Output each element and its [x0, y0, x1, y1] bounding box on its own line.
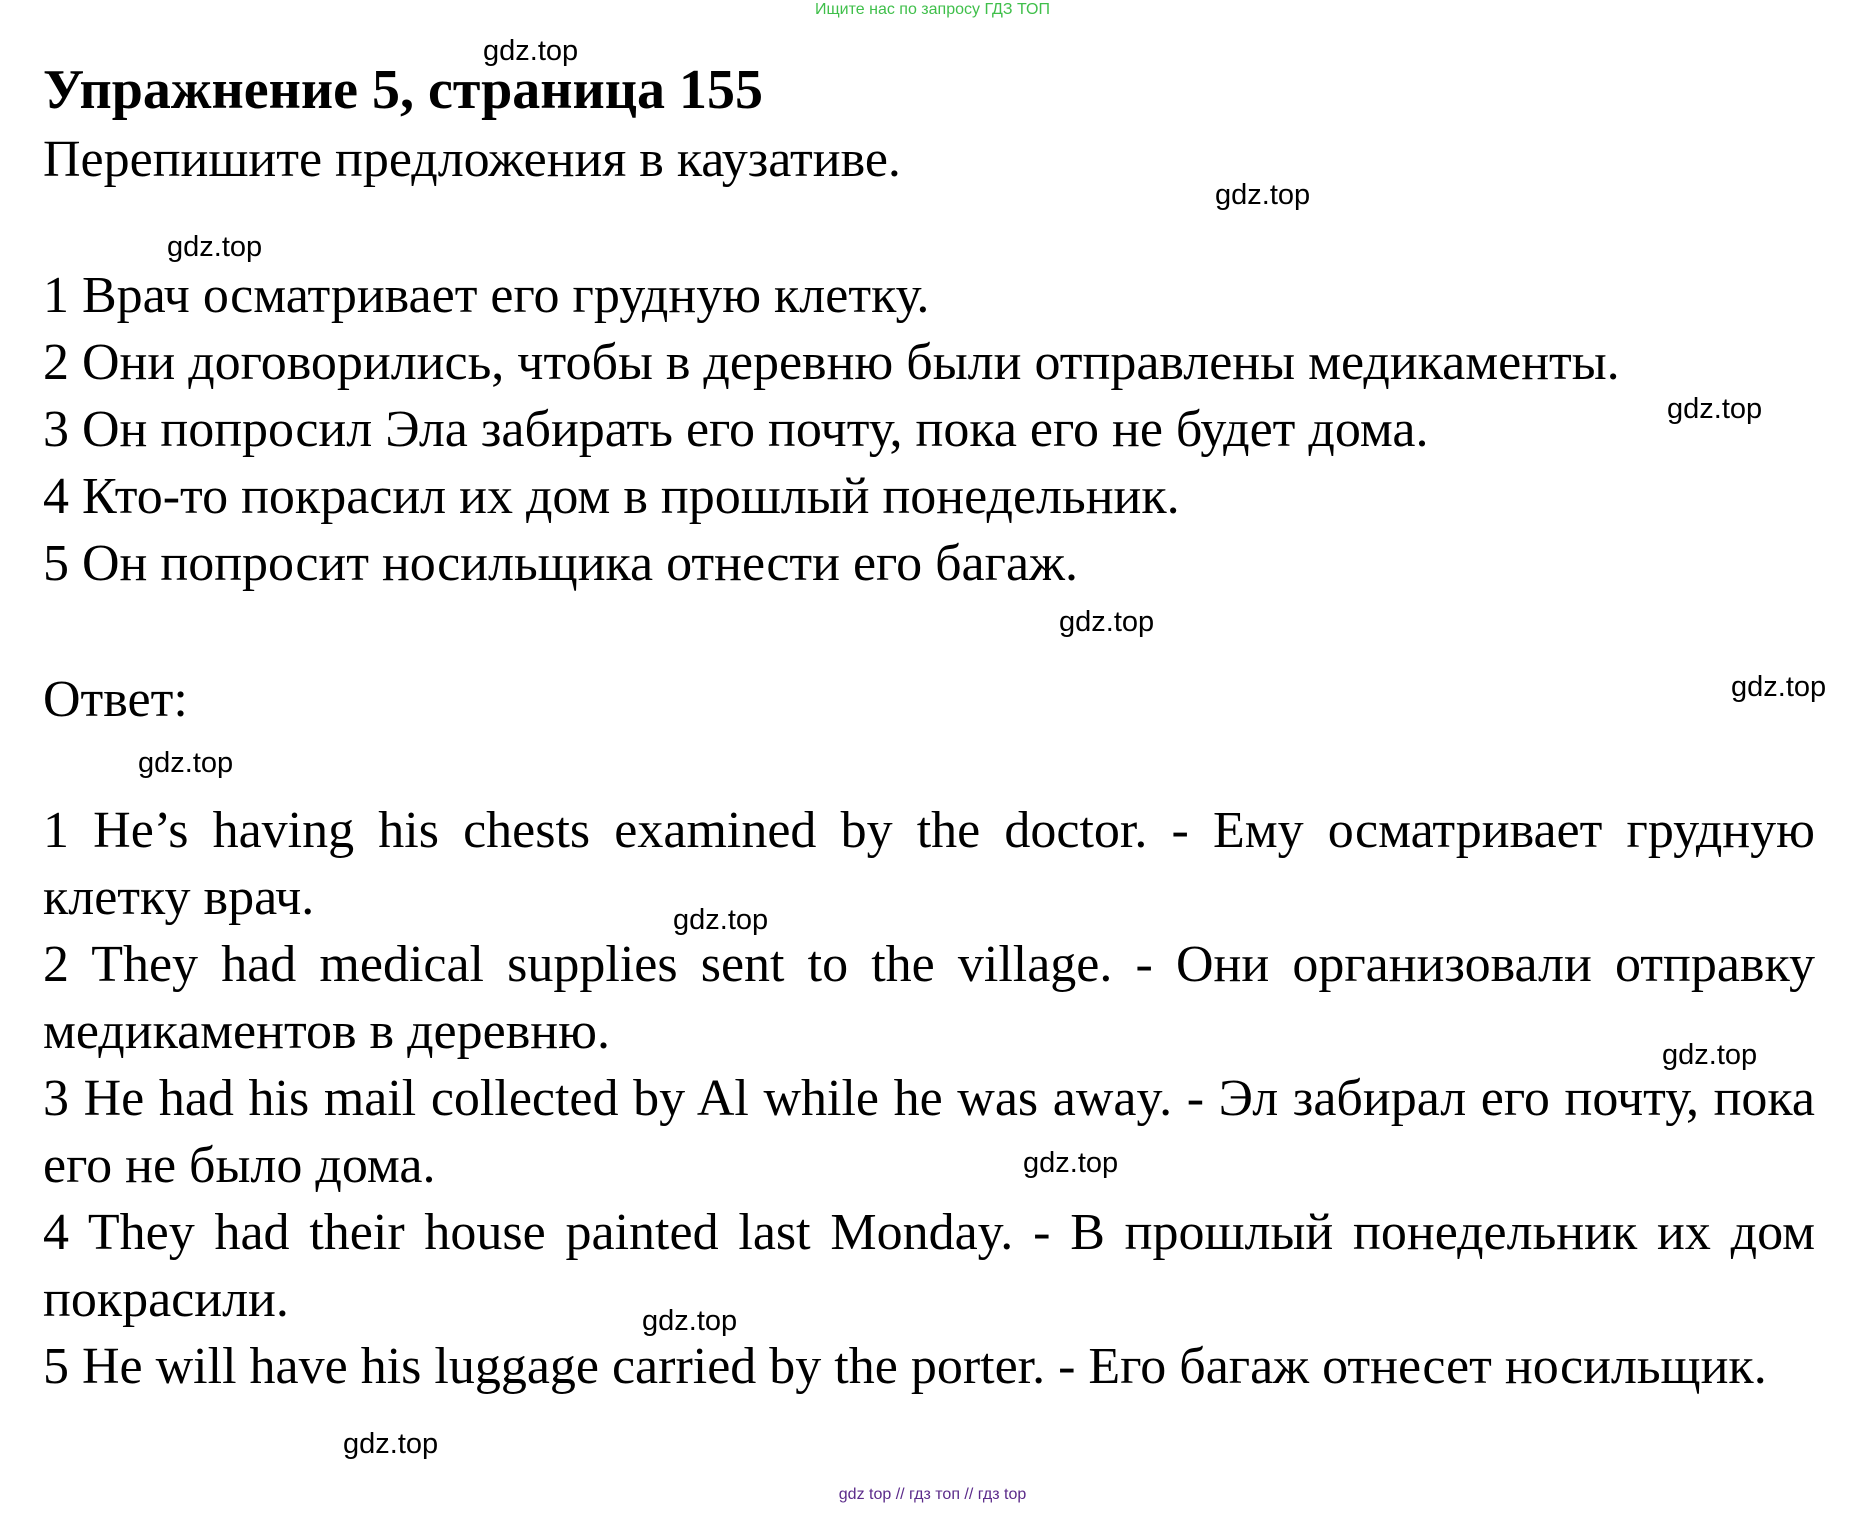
watermark: gdz.top [483, 35, 579, 67]
answer-list [43, 797, 1815, 1400]
watermark: gdz.top [343, 1428, 439, 1460]
answer-item: 3 He had his mail collected by Al while he was away. - Эл забирал его почту, пока его не было дома. [43, 1070, 1815, 1194]
watermark: gdz.top [167, 231, 263, 263]
exercise-title: Упражнение 5, страница 155 [43, 59, 764, 121]
task-item: 3 Он попросил Эла забирать его почту, пока его не будет дома. [43, 401, 1429, 458]
watermark: gdz.top [1215, 179, 1311, 211]
exercise-instruction: Перепишите предложения в каузативе. [43, 131, 901, 188]
watermark: gdz.top [1731, 671, 1827, 703]
top-banner: Ищите нас по запросу ГДЗ ТОП [815, 1, 1050, 18]
answer-item: 2 They had medical supplies sent to the village. - Они организовали отправку медикаментов в деревню. [43, 936, 1815, 1060]
answer-item: 4 They had their house painted last Monday. - В прошлый понедельник их дом покрасили. [43, 1204, 1815, 1328]
watermark: gdz.top [1023, 1147, 1119, 1179]
watermark: gdz.top [138, 747, 234, 779]
answer-item: 5 He will have his luggage carried by the porter. - Его багаж отнесет носильщик. [43, 1338, 1767, 1395]
footer-banner: gdz top // гдз топ // гдз top [838, 1486, 1027, 1503]
watermark: gdz.top [642, 1305, 738, 1337]
watermark: gdz.top [1059, 606, 1155, 638]
task-list [43, 262, 1833, 597]
task-item: 5 Он попросит носильщика отнести его багаж. [43, 535, 1078, 592]
answer-label: Ответ: [43, 671, 188, 728]
watermark: gdz.top [1667, 393, 1763, 425]
watermark: gdz.top [1662, 1039, 1758, 1071]
answer-item: 1 He’s having his chests examined by the doctor. - Ему осматривает грудную клетку врач. [43, 802, 1815, 926]
watermark: gdz.top [673, 904, 769, 936]
task-item: 2 Они договорились, чтобы в деревню были отправлены медикаменты. [43, 334, 1620, 391]
task-item: 1 Врач осматривает его грудную клетку. [43, 267, 930, 324]
task-item: 4 Кто-то покрасил их дом в прошлый понедельник. [43, 468, 1180, 525]
